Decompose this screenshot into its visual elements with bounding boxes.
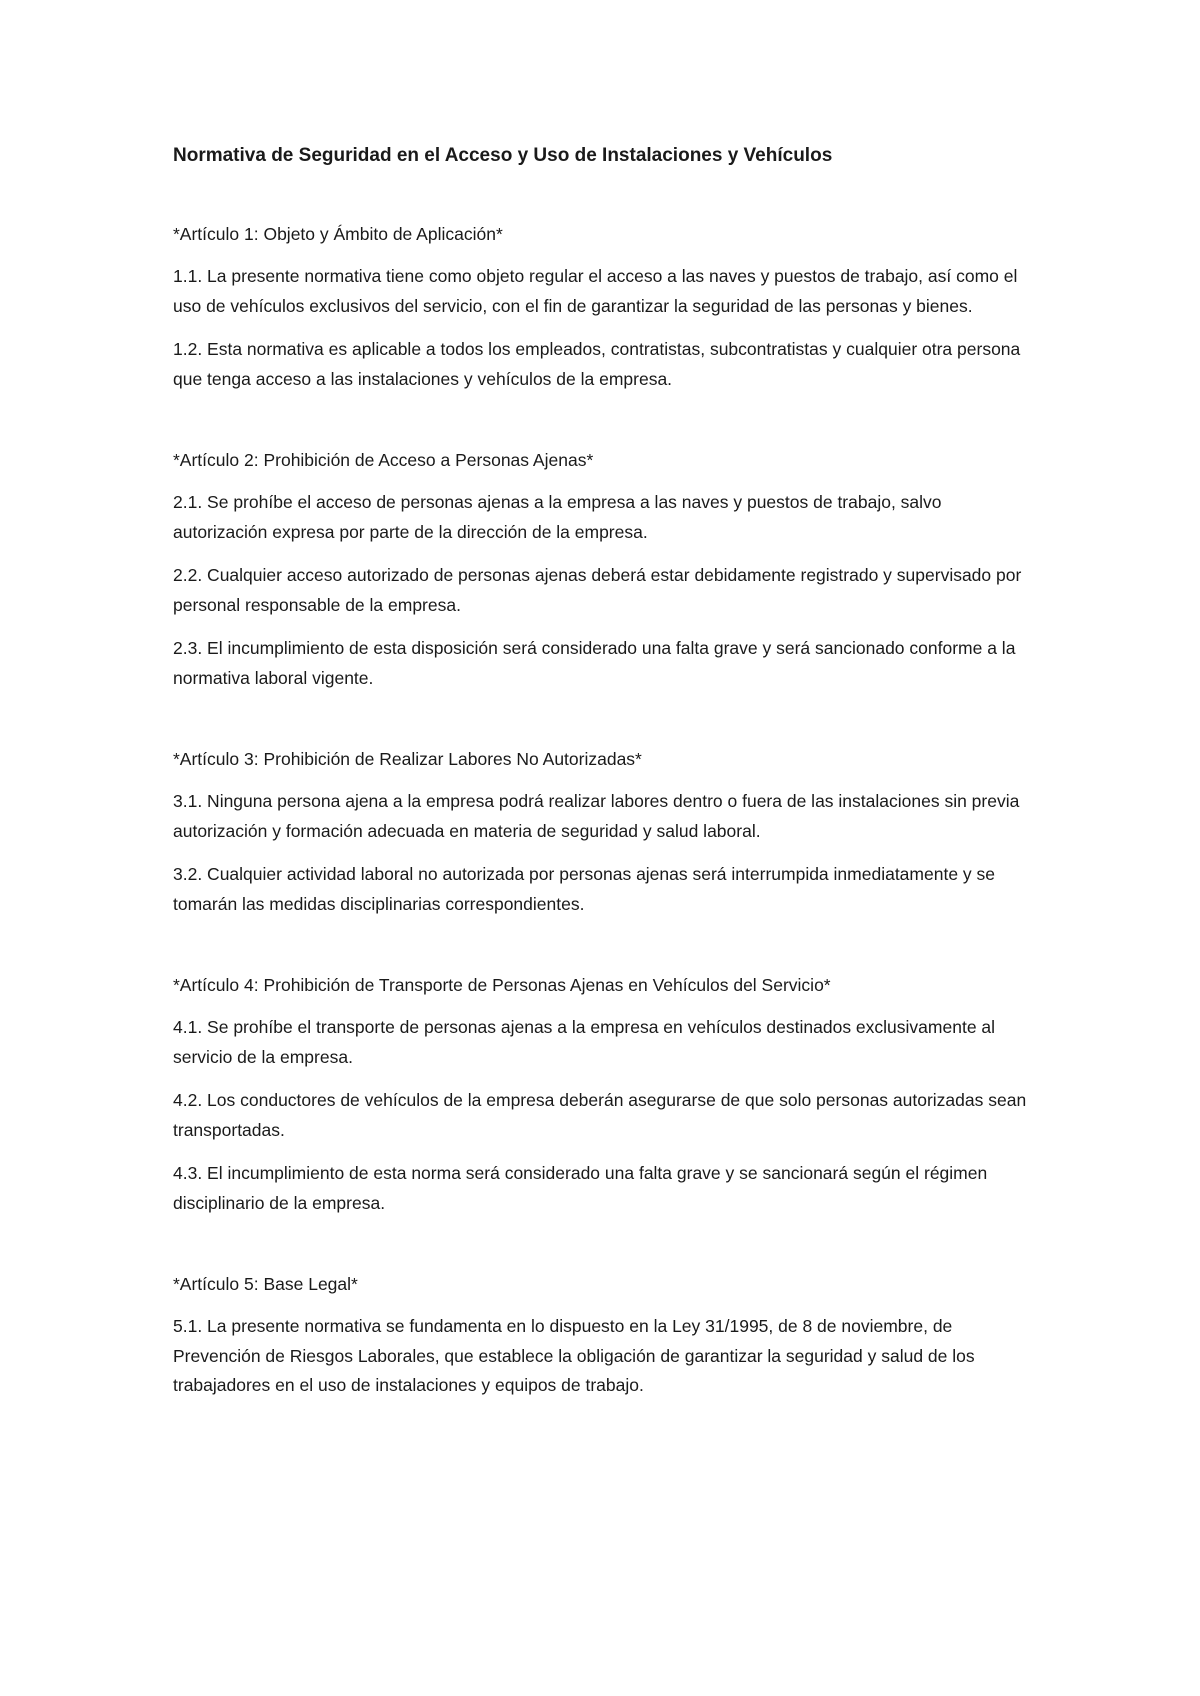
clause-2-3: 2.3. El incumplimiento de esta disposición será considerado una falta grave y será sancionado conforme a la normativa laboral vigente. (173, 638, 1016, 688)
article-3 (173, 745, 1040, 919)
clause-3-2: 3.2. Cualquier actividad laboral no autorizada por personas ajenas será interrumpida inmediatamente y se tomarán las medidas disciplinarias correspondientes. (173, 864, 996, 914)
article-5 (173, 1270, 1040, 1401)
clause-3-1: 3.1. Ninguna persona ajena a la empresa podrá realizar labores dentro o fuera de las instalaciones sin previa autorización y formación adecuada en materia de seguridad y salud laboral. (173, 791, 1020, 841)
article-heading: *Artículo 4: Prohibición de Transporte de Personas Ajenas en Vehículos del Servicio* (173, 975, 831, 995)
clause-5-1: 5.1. La presente normativa se fundamenta en lo dispuesto en la Ley 31/1995, de 8 de noviembre, de Prevención de Riesgos Laborales, que establece la obligación de garantizar la seguridad y salud de los trabajadores en el uso de instalaciones y equipos de trabajo. (173, 1316, 975, 1395)
clause-4-2: 4.2. Los conductores de vehículos de la empresa deberán asegurarse de que solo personas autorizadas sean transportadas. (173, 1090, 1027, 1140)
article-1 (173, 220, 1040, 394)
clause-4-1: 4.1. Se prohíbe el transporte de personas ajenas a la empresa en vehículos destinados exclusivamente al servicio de la empresa. (173, 1017, 996, 1067)
clause-1-1: 1.1. La presente normativa tiene como objeto regular el acceso a las naves y puestos de trabajo, así como el uso de vehículos exclusivos del servicio, con el fin de garantizar la seguridad de las personas y bienes. (173, 266, 1018, 316)
document-title: Normativa de Seguridad en el Acceso y Uso de Instalaciones y Vehículos (173, 145, 833, 166)
article-heading: *Artículo 1: Objeto y Ámbito de Aplicación* (173, 224, 503, 244)
article-heading: *Artículo 3: Prohibición de Realizar Labores No Autorizadas* (173, 749, 642, 769)
clause-4-3: 4.3. El incumplimiento de esta norma será considerado una falta grave y se sancionará según el régimen disciplinario de la empresa. (173, 1163, 988, 1213)
article-heading: *Artículo 5: Base Legal* (173, 1274, 358, 1294)
article-heading: *Artículo 2: Prohibición de Acceso a Personas Ajenas* (173, 450, 594, 470)
article-4 (173, 971, 1040, 1218)
clause-2-2: 2.2. Cualquier acceso autorizado de personas ajenas deberá estar debidamente registrado y supervisado por personal responsable de la empresa. (173, 565, 1022, 615)
clause-1-2: 1.2. Esta normativa es aplicable a todos los empleados, contratistas, subcontratistas y cualquier otra persona que tenga acceso a las instalaciones y vehículos de la empresa. (173, 339, 1021, 389)
clause-2-1: 2.1. Se prohíbe el acceso de personas ajenas a la empresa a las naves y puestos de trabajo, salvo autorización expresa por parte de la dirección de la empresa. (173, 492, 942, 542)
article-2 (173, 446, 1040, 693)
